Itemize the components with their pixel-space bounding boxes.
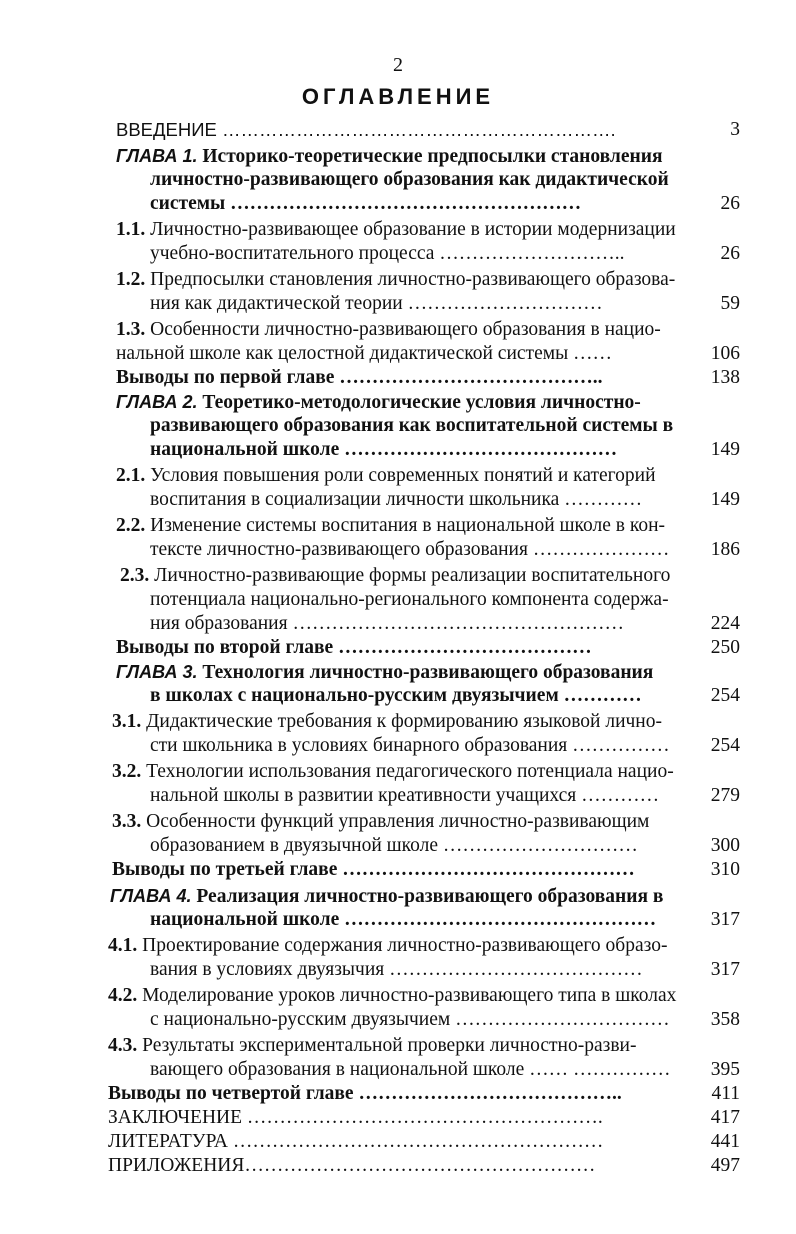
section-number: 1.2. [116, 269, 146, 290]
entry-page-number: 497 [710, 1155, 740, 1176]
entry-title-line: учебно-воспитательного процесса ……………………….. [150, 243, 625, 264]
entry-title-line: Особенности функций управления личностно-развивающим [146, 811, 650, 832]
toc-entry-appendices[interactable] [0, 1154, 796, 1178]
toc-entry-section-3-2[interactable] [0, 760, 796, 808]
entry-page-number: 186 [710, 539, 740, 560]
toc-entry-conclusions-4[interactable] [0, 1082, 796, 1106]
toc-entry-section-4-2[interactable] [0, 984, 796, 1032]
entry-title-line: Предпосылки становления личностно-развивающего образова- [150, 269, 676, 290]
toc-entry-section-4-1[interactable] [0, 934, 796, 982]
entry-title-line: Моделирование уроков личностно-развивающего типа в школах [142, 985, 677, 1006]
entry-title-line: ния как дидактической теории ………………………… [150, 293, 603, 314]
entry-title-line: образованием в двуязычной школе ………………………… [150, 835, 638, 856]
page-title: ОГЛАВЛЕНИЕ [301, 84, 495, 109]
entry-title-line: ПРИЛОЖЕНИЯ……………………………………………… [108, 1155, 596, 1176]
toc-entry-conclusion[interactable] [0, 1106, 796, 1130]
page-number: 2 [393, 54, 403, 76]
entry-page-number: 3 [730, 119, 740, 140]
toc-entry-section-2-3[interactable] [0, 564, 796, 636]
chapter-label: ГЛАВА 1. [116, 146, 198, 166]
toc-entry-chapter-3[interactable] [0, 660, 796, 708]
entry-title-line: Личностно-развивающее образование в истории модернизации [150, 219, 676, 240]
entry-title-line: ВВЕДЕНИЕ ………………………………………………………. [116, 119, 616, 140]
toc-entry-section-2-2[interactable] [0, 514, 796, 562]
entry-page-number: 358 [710, 1009, 740, 1030]
toc-entry-section-3-1[interactable] [0, 710, 796, 758]
entry-page-number: 317 [710, 959, 740, 980]
entry-page-number: 138 [710, 367, 740, 388]
entry-title-line: Особенности личностно-развивающего образования в нацио- [150, 319, 661, 340]
entry-title-line: личностно-развивающего образования как дидактической [150, 169, 669, 190]
section-number: 3.1. [112, 711, 142, 732]
entry-page-number: 279 [710, 785, 740, 806]
entry-title-line: Личностно-развивающие формы реализации воспитательного [154, 565, 671, 586]
toc-entry-chapter-1[interactable] [0, 144, 796, 216]
section-number: 4.3. [108, 1035, 138, 1056]
toc-entry-section-3-3[interactable] [0, 810, 796, 858]
entry-title-line: воспитания в социализации личности школьника ………… [150, 489, 643, 510]
entry-title-line: Технология личностно-развивающего образования [202, 662, 654, 683]
section-number: 2.1. [116, 465, 146, 486]
entry-title-line: Выводы по первой главе ………………………………….. [116, 367, 603, 388]
entry-page-number: 254 [710, 735, 740, 756]
toc-entry-section-1-3[interactable] [0, 318, 796, 366]
toc-entry-section-4-3[interactable] [0, 1034, 796, 1082]
entry-title-line: ЗАКЛЮЧЕНИЕ ………………………………………………. [108, 1107, 603, 1128]
section-number: 3.3. [112, 811, 142, 832]
entry-title-line: Изменение системы воспитания в национальной школе в кон- [150, 515, 665, 536]
entry-page-number: 300 [710, 835, 740, 856]
entry-title-line: Выводы по второй главе ………………………………… [116, 637, 592, 658]
entry-title-line: национальной школе ………………………………………… [150, 909, 657, 930]
entry-title-line: ЛИТЕРАТУРА ………………………………………………… [108, 1131, 604, 1152]
toc-entry-conclusions-1[interactable] [0, 366, 796, 390]
entry-page-number: 26 [720, 243, 740, 264]
entry-title-line: национальной школе …………………………………… [150, 439, 618, 460]
section-number: 2.2. [116, 515, 146, 536]
entry-title-line: Теоретико-методологические условия личностно- [202, 392, 641, 413]
toc-entry-section-2-1[interactable] [0, 464, 796, 512]
entry-page-number: 395 [710, 1059, 740, 1080]
entry-page-number: 59 [720, 293, 740, 314]
section-number: 4.1. [108, 935, 138, 956]
section-number: 3.2. [112, 761, 142, 782]
entry-title-line: Реализация личностно-развивающего образования в [196, 886, 664, 907]
toc-entry-conclusions-2[interactable] [0, 636, 796, 660]
toc-entry-conclusions-3[interactable] [0, 858, 796, 882]
section-number: 1.1. [116, 219, 146, 240]
entry-title-line: Проектирование содержания личностно-развивающего образо- [142, 935, 668, 956]
entry-page-number: 417 [710, 1107, 740, 1128]
entry-title-line: потенциала национально-регионального компонента содержа- [150, 589, 669, 610]
entry-title-line: Историко-теоретические предпосылки становления [202, 146, 663, 167]
entry-title-line: Результаты экспериментальной проверки личностно-разви- [142, 1035, 637, 1056]
table-of-contents [0, 118, 796, 1178]
entry-title-line: развивающего образования как воспитательной системы в [150, 415, 674, 436]
entry-page-number: 106 [710, 343, 740, 364]
entry-page-number: 149 [710, 489, 740, 510]
entry-title-line: системы ……………………………………………… [150, 193, 582, 214]
entry-title-line: ния образования …………………………………………… [150, 613, 624, 634]
entry-title-line: Технологии использования педагогического потенциала нацио- [146, 761, 674, 782]
toc-entry-chapter-4[interactable] [0, 884, 796, 932]
entry-page-number: 26 [720, 193, 740, 214]
section-number: 4.2. [108, 985, 138, 1006]
toc-entry-section-1-2[interactable] [0, 268, 796, 316]
entry-title-line: с национально-русским двуязычием …………………………… [150, 1009, 670, 1030]
entry-page-number: 254 [710, 685, 740, 706]
section-number: 1.3. [116, 319, 146, 340]
chapter-label: ГЛАВА 3. [116, 662, 198, 682]
entry-page-number: 250 [710, 637, 740, 658]
entry-title-line: Условия повышения роли современных понятий и категорий [150, 465, 656, 486]
toc-entry-section-1-1[interactable] [0, 218, 796, 266]
entry-page-number: 149 [710, 439, 740, 460]
toc-entry-bibliography[interactable] [0, 1130, 796, 1154]
section-number: 2.3. [120, 565, 150, 586]
entry-title-line: в школах с национально-русским двуязычием ………… [150, 685, 642, 706]
entry-page-number: 411 [711, 1083, 740, 1104]
entry-title-line: вающего образования в национальной школе …… …………… [150, 1059, 671, 1080]
entry-page-number: 224 [710, 613, 740, 634]
entry-page-number: 317 [710, 909, 740, 930]
entry-title-line: нальной школе как целостной дидактической системы …… [116, 343, 613, 364]
toc-entry-chapter-2[interactable] [0, 390, 796, 462]
entry-title-line: Дидактические требования к формированию языковой лично- [146, 711, 662, 732]
entry-title-line: вания в условиях двуязычия ………………………………… [150, 959, 643, 980]
chapter-label: ГЛАВА 2. [116, 392, 198, 412]
entry-title-line: Выводы по четвертой главе ………………………………….. [108, 1083, 622, 1104]
entry-title-line: нальной школы в развитии креативности учащихся ………… [150, 785, 660, 806]
entry-page-number: 310 [710, 859, 740, 880]
entry-title-line: сти школьника в условиях бинарного образования …………… [150, 735, 670, 756]
entry-title-line: тексте личностно-развивающего образования ………………… [150, 539, 670, 560]
entry-title-line: Выводы по третьей главе ……………………………………… [112, 859, 635, 880]
chapter-label: ГЛАВА 4. [110, 886, 192, 906]
entry-page-number: 441 [710, 1131, 740, 1152]
toc-entry-introduction[interactable] [0, 118, 796, 142]
